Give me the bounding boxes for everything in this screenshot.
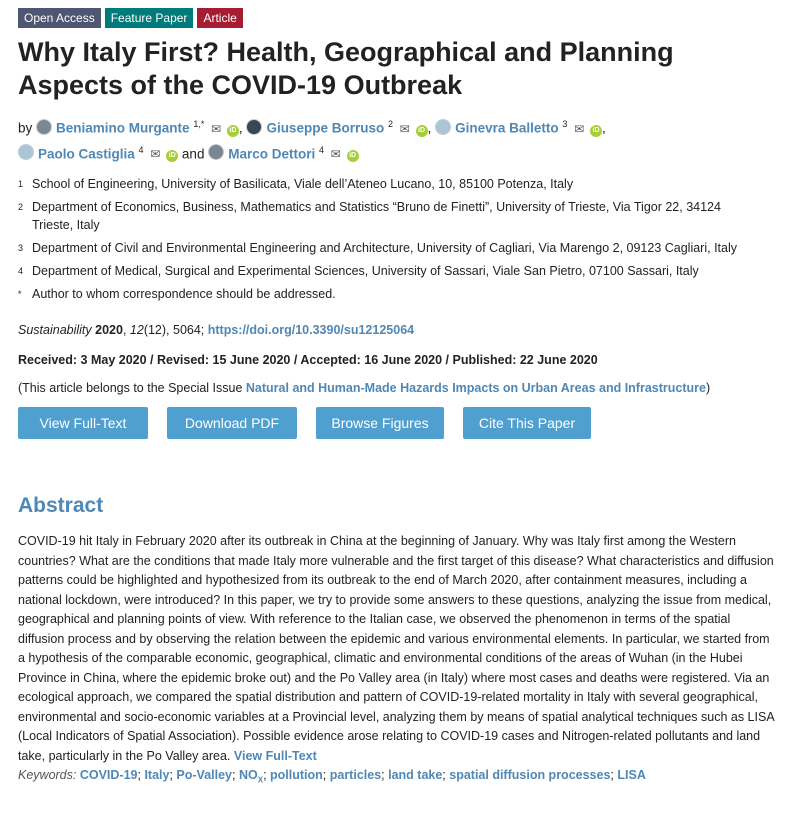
orcid-icon[interactable]: iD xyxy=(590,125,602,137)
abstract-body: COVID-19 hit Italy in February 2020 after its outbreak in China at the beginning of January. Why was Italy first among the Western countries? What are the conditions that made Italy more vulnerable and the first target of this disease? What characteristics and diffusion patterns could be highlighted and hypothesized from its outbreak to the end of March 2020, after containment measures, including a national lockdown, were introduced? In this paper, we try to provide some answers to these questions, analyzing the issue from medical, geographical and planning points of view. With reference to the Italian case, we observed the phenomenon in terms of the spatial diffusion process and by observing the relation between the epidemic and various environmental elements. In particular, we started from a hypothesis of the comparable economic, geographical, climatic and environmental conditions of the areas of Wuhan (in the Hubei Province in China, where the epidemic broke out) and the Po Valley area (in Italy) where most cases and deaths were registered. Via an ecological approach, we compared the spatial distribution and pattern of COVID-19-related mortality in Italy with several geographical, environmental and socio-economic variables at a Provincial level, analyzing them by means of spatial analytical techniques such as LISA (Local Indicators of Spatial Association). Possible evidence arose relating to COVID-19 cases and Nitrogen-related pollutants and land take, particularly in the Po Valley area. xyxy=(18,534,774,763)
keyword-link[interactable]: particles xyxy=(329,768,382,782)
publication-dates: Received: 3 May 2020 / Revised: 15 June 2020 / Accepted: 16 June 2020 / Published: 22 June 2020 xyxy=(18,353,598,367)
affiliation-item: 3 Department of Civil and Environmental Engineering and Architecture, University of Cagliari, Via Marengo 2, 09123 Cagliari, Italy xyxy=(18,241,737,255)
envelope-icon[interactable]: ✉ xyxy=(211,121,222,136)
author-sup: 2 xyxy=(387,119,393,129)
badge-row xyxy=(18,8,776,28)
author-sup: 4 xyxy=(138,144,144,155)
keyword-link[interactable]: $NO_X$ xyxy=(238,768,264,785)
author-avatar-icon xyxy=(435,119,451,135)
article-type-badge: Article xyxy=(197,8,242,28)
action-buttons xyxy=(18,407,776,439)
citation-year: 2020 xyxy=(95,323,123,337)
feature-paper-badge[interactable]: Feature Paper xyxy=(105,8,194,28)
author-avatar-icon xyxy=(36,119,52,135)
download-pdf-button[interactable]: Download PDF xyxy=(167,407,297,439)
citation-issue: (12) xyxy=(143,323,167,337)
view-full-text-button[interactable]: View Full-Text xyxy=(18,407,148,439)
special-issue-line xyxy=(18,381,776,395)
affiliation-item: 4 Department of Medical, Surgical and Experimental Sciences, University of Sassari, Viale San Pietro, 07100 Sassari, Italy xyxy=(18,264,699,278)
open-access-badge[interactable]: Open Access xyxy=(18,8,101,28)
by-label: by xyxy=(18,120,33,136)
citation-volume: 12 xyxy=(129,323,144,337)
author-avatar-icon xyxy=(18,144,34,160)
journal-name: Sustainability xyxy=(18,323,92,337)
article-page xyxy=(0,8,792,785)
special-issue-suffix: ) xyxy=(705,381,711,395)
affiliation-item: 1 School of Engineering, University of Basilicata, Viale dell’Ateneo Lucano, 10, 85100 Potenza, Italy xyxy=(18,177,574,191)
cite-this-paper-button[interactable]: Cite This Paper xyxy=(463,407,591,439)
envelope-icon[interactable]: ✉ xyxy=(574,121,585,136)
keywords-label: Keywords: xyxy=(18,768,77,782)
keyword-link[interactable]: spatial diffusion processes xyxy=(449,768,611,782)
keyword-link[interactable]: pollution xyxy=(270,768,323,782)
affiliation-list xyxy=(18,175,776,303)
author-link-murgante[interactable]: Beniamino Murgante xyxy=(56,120,190,136)
special-issue-link[interactable]: Natural and Human-Made Hazards Impacts on Urban Areas and Infrastructure xyxy=(245,381,706,395)
keyword-link[interactable]: Po-Valley xyxy=(176,768,233,782)
keywords-line: Keywords: COVID-19; Italy; Po-Valley; $NO_X$; pollution; particles; land take; spatial diffusion processes; LISA xyxy=(18,768,646,785)
affiliation-item: 2 Department of Economics, Business, Mathematics and Statistics “Bruno de Finetti”, University of Trieste, Via Tigor 22, 34124 Trieste, Italy xyxy=(18,200,721,232)
author-sup: 4 xyxy=(319,144,325,155)
author-link-castiglia[interactable]: Paolo Castiglia xyxy=(38,146,135,161)
orcid-icon[interactable]: iD xyxy=(347,150,359,162)
citation-pages: , 5064; xyxy=(166,323,208,337)
author-link-balletto[interactable]: Ginevra Balletto xyxy=(455,120,559,136)
author-link-borruso[interactable]: Giuseppe Borruso xyxy=(266,120,385,136)
author-link-dettori[interactable]: Marco Dettori xyxy=(228,146,316,161)
keyword-link[interactable]: LISA xyxy=(617,768,646,782)
envelope-icon[interactable]: ✉ xyxy=(150,147,161,161)
abstract-heading: Abstract xyxy=(18,494,104,517)
envelope-icon[interactable]: ✉ xyxy=(399,121,410,136)
author-list: by Beniamino Murgante $^{1,*}$ ✉ iD , Giuseppe Borruso $^2$ ✉ iD , Ginevra Balletto $^3$ ✉ iD , Paolo Castiglia $^4$ ✉ iD and Marco Dettori $^4$ ✉ iD xyxy=(18,114,776,165)
citation-line: Sustainability 2020, 12(12), 5064; https://doi.org/10.3390/su12125064 xyxy=(18,323,415,337)
author-sup: 3 xyxy=(562,119,568,129)
keyword-link[interactable]: COVID-19 xyxy=(79,768,138,782)
envelope-icon[interactable]: ✉ xyxy=(330,147,341,161)
orcid-icon[interactable]: iD xyxy=(166,150,178,162)
article-title: Why Italy First? Health, Geographical and Planning Aspects of the COVID-19 Outbreak xyxy=(18,37,674,100)
abstract-full-text-link[interactable]: View Full-Text xyxy=(233,748,317,763)
author-sup: 1,* xyxy=(193,119,205,129)
keyword-link[interactable]: land take xyxy=(388,768,443,782)
keyword-link[interactable]: Italy xyxy=(144,768,170,782)
author-avatar-icon xyxy=(208,144,224,160)
author-avatar-icon xyxy=(246,119,262,135)
special-issue-prefix: (This article belongs to the Special Issue xyxy=(18,381,246,395)
affiliation-item: * Author to whom correspondence should be addressed. xyxy=(18,287,336,301)
abstract-text xyxy=(18,532,776,766)
browse-figures-button[interactable]: Browse Figures xyxy=(316,407,444,439)
orcid-icon[interactable]: iD xyxy=(416,125,428,137)
orcid-icon[interactable]: iD xyxy=(227,125,239,137)
doi-link[interactable]: https://doi.org/10.3390/su12125064 xyxy=(207,323,415,337)
and-label: and xyxy=(181,146,205,161)
